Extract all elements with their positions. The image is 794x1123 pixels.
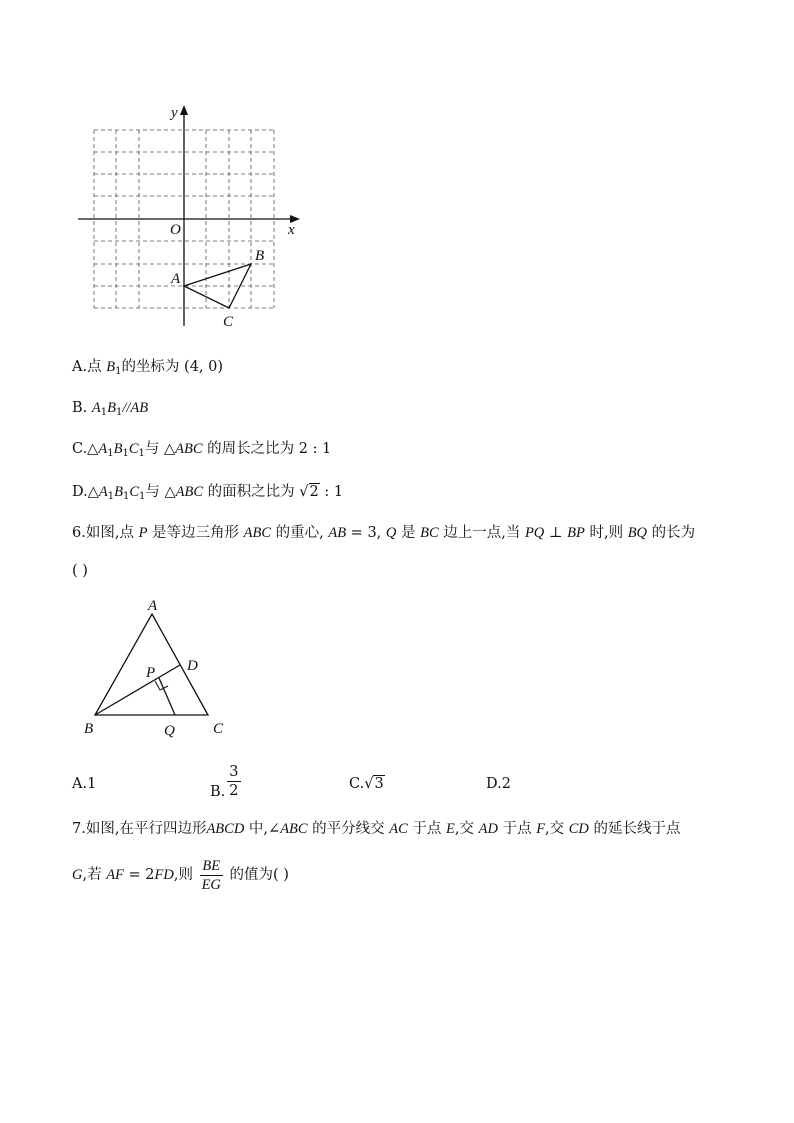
q6-option-d: D.2 bbox=[486, 776, 511, 792]
q6-option-a: A.1 bbox=[72, 776, 97, 792]
q6-stem-line1: 6.如图,点 P 是等边三角形 ABC 的重心, AB = 3, Q 是 BC 边上一点,当 PQ ⊥ BP 时,则 BQ 的长为 bbox=[72, 525, 696, 541]
x-axis-label: x bbox=[288, 222, 295, 238]
q6-label-c: C bbox=[213, 721, 224, 737]
median-bd bbox=[95, 665, 180, 715]
sqrt-2: √2 bbox=[299, 484, 319, 500]
origin-label: O bbox=[170, 222, 181, 238]
fraction-be-eg: $\frac{BE}{EG}$ bbox=[201, 857, 221, 893]
q6-option-b: B. $\frac{3}{2}$ bbox=[210, 764, 239, 800]
fraction-3-2: $\frac{3}{2}$ bbox=[229, 764, 239, 799]
q6-options bbox=[72, 763, 722, 803]
q6-stem-line2: ( ) bbox=[72, 563, 88, 579]
q5-option-a: A.点 $B_1$的坐标为 (4, 0) bbox=[72, 359, 224, 377]
point-c-label: C bbox=[223, 314, 234, 330]
q6-option-c: C.√3 bbox=[349, 773, 385, 795]
q6-label-d: D bbox=[187, 658, 198, 674]
q6-label-p: P bbox=[146, 665, 156, 681]
q6-label-q: Q bbox=[164, 723, 175, 739]
q5-option-b: B. $A_1B_1//AB$ bbox=[72, 400, 149, 418]
y-axis-label: y bbox=[171, 105, 178, 121]
point-b-label: B bbox=[255, 248, 265, 264]
coordinate-grid-figure bbox=[70, 100, 310, 335]
q7-stem-line1: 7.如图,在平行四边形ABCD 中,∠ABC 的平分线交 AC 于点 E,交 AD 于点 F,交 CD 的延长线于点 bbox=[72, 821, 681, 837]
q5-option-d: $D.\triangle A_1B_1C_1$与 △ABC 的面积之比为 √2 : 1 bbox=[72, 481, 343, 508]
point-a-label: A bbox=[171, 271, 181, 287]
q6-label-b: B bbox=[84, 721, 94, 737]
y-axis-arrow bbox=[180, 105, 188, 115]
q7-stem-line2: G,若 AF = 2FD,则 $\frac{BE}{EG}$ 的值为( ) bbox=[72, 857, 289, 893]
q6-label-a: A bbox=[148, 598, 158, 614]
sqrt-3: √3 bbox=[364, 776, 384, 792]
q6-triangle-figure bbox=[75, 590, 240, 745]
q5-option-c: $C.\triangle A_1B_1C_1$与 △ABC 的周长之比为 2 : 1 bbox=[72, 441, 332, 459]
segment-pq bbox=[159, 678, 175, 715]
